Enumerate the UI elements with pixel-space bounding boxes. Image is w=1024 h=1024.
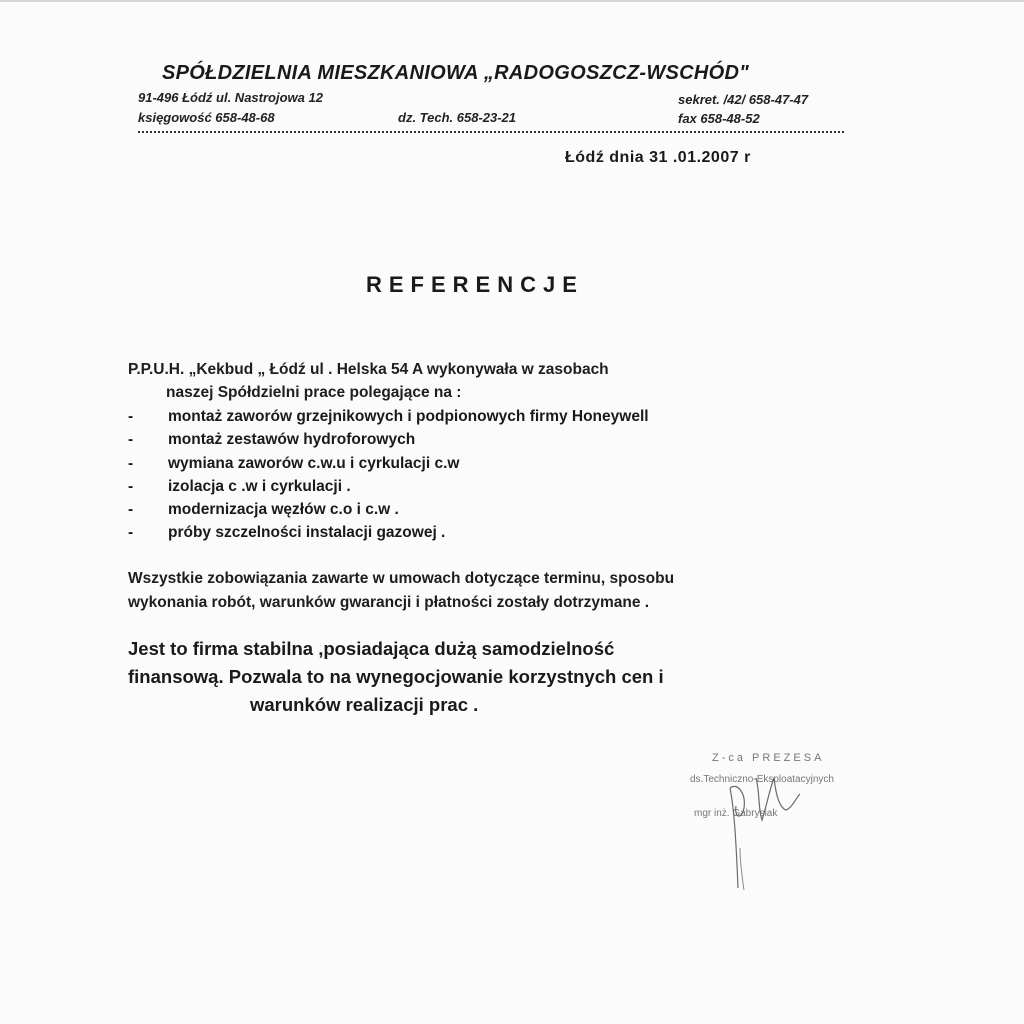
- header-divider: [138, 131, 844, 133]
- list-item-text: modernizacja węzłów c.o i c.w .: [168, 501, 399, 519]
- paragraph-2-line-2: finansową. Pozwala to na wynegocjowanie korzystnych cen i: [128, 666, 664, 687]
- bullet-dash: -: [128, 477, 134, 495]
- intro-line-2: naszej Spółdzielni prace polegające na :: [166, 384, 462, 401]
- tech-dept-phone: dz. Tech. 658-23-21: [398, 110, 517, 125]
- list-item-text: montaż zestawów hydroforowych: [168, 431, 416, 449]
- scan-edge: [0, 0, 1024, 2]
- list-item-text: wymiana zaworów c.w.u i cyrkulacji c.w: [168, 454, 460, 472]
- fax-number: fax 658-48-52: [678, 111, 760, 126]
- accounting-phone: księgowość 658-48-68: [138, 110, 275, 125]
- list-item-text: próby szczelności instalacji gazowej .: [168, 524, 446, 542]
- handwritten-signature: [700, 748, 860, 898]
- paragraph-1-line-2: wykonania robót, warunków gwarancji i płatności zostały dotrzymane .: [128, 594, 650, 611]
- bullet-dash: -: [128, 501, 134, 519]
- paragraph-1-line-1: Wszystkie zobowiązania zawarte w umowach dotyczące terminu, sposobu: [128, 570, 675, 587]
- secretariat-phone: sekret. /42/ 658-47-47: [678, 92, 809, 107]
- bullet-dash: -: [128, 431, 134, 449]
- intro-line-1: P.P.U.H. „Kekbud „ Łódź ul . Helska 54 A wykonywała w zasobach: [128, 361, 609, 378]
- list-item-text: montaż zaworów grzejnikowych i podpionowych firmy Honeywell: [168, 408, 649, 425]
- bullet-dash: -: [128, 524, 134, 542]
- organization-address: 91-496 Łódź ul. Nastrojowa 12: [138, 90, 323, 105]
- stamp-title: Z-ca PREZESA: [712, 752, 825, 764]
- stamp-name: mgr inż. Gabrysiak: [694, 808, 778, 819]
- list-item-text: izolacja c .w i cyrkulacji .: [168, 477, 351, 495]
- stamp-department: ds.Techniczno-Eksploatacyjnych: [690, 774, 834, 785]
- organization-name: SPÓŁDZIELNIA MIESZKANIOWA „RADOGOSZCZ-WSCHÓD": [162, 62, 750, 84]
- bullet-dash: -: [128, 408, 134, 425]
- date-line: Łódź dnia 31 .01.2007 r: [565, 149, 751, 166]
- document-title: REFERENCJE: [366, 272, 584, 297]
- paragraph-2-line-1: Jest to firma stabilna ,posiadająca dużą samodzielność: [128, 638, 615, 659]
- bullet-dash: -: [128, 454, 134, 472]
- paragraph-2-line-3: warunków realizacji prac .: [250, 694, 479, 715]
